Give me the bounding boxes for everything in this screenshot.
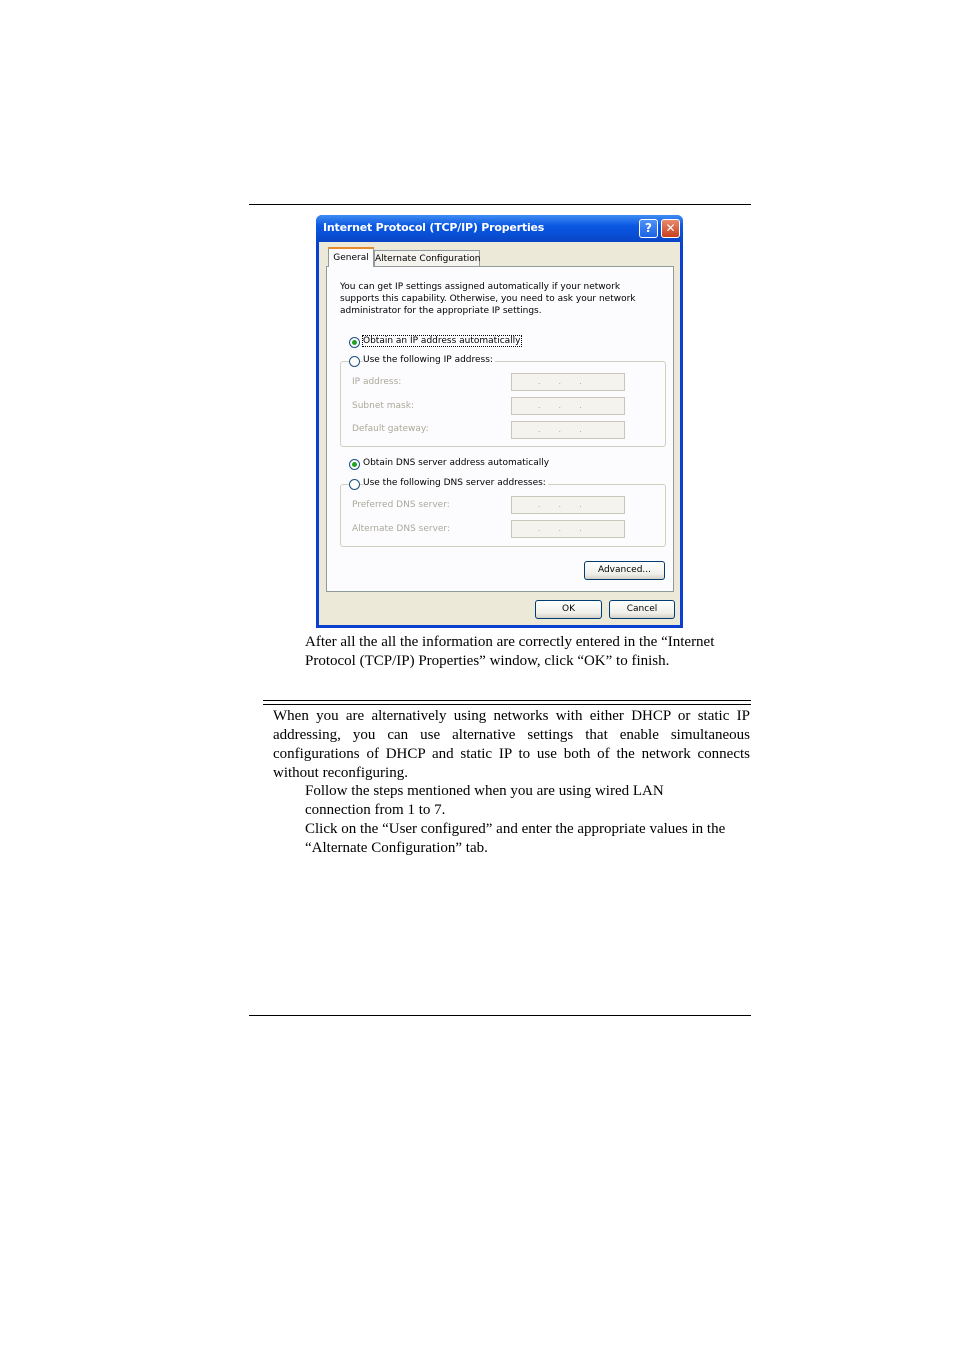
step-follow-wired-lan: Follow the steps mentioned when you are using wired LAN connection from 1 to 7. bbox=[305, 783, 664, 818]
tab-alternate-configuration[interactable]: Alternate Configuration bbox=[374, 250, 480, 267]
dns-manual-label[interactable]: Use the following DNS server addresses: bbox=[363, 478, 546, 488]
dialog-client bbox=[319, 242, 680, 625]
alternate-dns-field[interactable]: ... bbox=[511, 520, 625, 538]
ok-button[interactable]: OK bbox=[535, 600, 602, 619]
bottom-rule bbox=[249, 1015, 751, 1016]
default-gateway-label: Default gateway: bbox=[352, 424, 429, 434]
title-bar[interactable] bbox=[316, 215, 683, 242]
advanced-button[interactable]: Advanced... bbox=[584, 561, 665, 580]
ip-address-label: IP address: bbox=[352, 377, 402, 387]
ip-auto-label[interactable]: Obtain an IP address automatically bbox=[363, 336, 521, 346]
dns-auto-radio[interactable] bbox=[349, 459, 360, 470]
subnet-mask-label: Subnet mask: bbox=[352, 401, 414, 411]
general-panel bbox=[326, 266, 674, 592]
tab-general[interactable]: General bbox=[328, 247, 374, 267]
cancel-button[interactable]: Cancel bbox=[609, 600, 675, 619]
tcpip-properties-dialog bbox=[316, 215, 683, 628]
dialog-title: Internet Protocol (TCP/IP) Properties bbox=[323, 221, 545, 234]
section-divider bbox=[263, 700, 751, 705]
intro-text: You can get IP settings assigned automatically if your network supports this capability. Otherwise, you need to ask your network administrator for the appropriate IP settings. bbox=[340, 282, 636, 316]
top-rule bbox=[249, 204, 751, 205]
ip-manual-radio[interactable] bbox=[349, 356, 360, 367]
subnet-mask-field[interactable]: ... bbox=[511, 397, 625, 415]
ip-auto-radio[interactable] bbox=[349, 337, 360, 348]
help-icon[interactable]: ? bbox=[639, 219, 658, 238]
preferred-dns-label: Preferred DNS server: bbox=[352, 500, 450, 510]
step-user-configured: Click on the “User configured” and enter the appropriate values in the “Alternate Configuration” tab. bbox=[305, 821, 726, 856]
close-icon[interactable]: ✕ bbox=[661, 219, 680, 238]
after-dialog-text: After all the all the information are correctly entered in the “Internet Protocol (TCP/IP) Properties” window, click “OK” to finish. bbox=[305, 634, 715, 669]
dns-auto-label[interactable]: Obtain DNS server address automatically bbox=[363, 458, 550, 468]
alternate-config-intro: When you are alternatively using networks with either DHCP or static IP addressing, you can use alternative settings that enable simultaneous configurations of DHCP and static IP to use both of the network connects without reconfiguring. bbox=[273, 708, 750, 781]
alternate-dns-label: Alternate DNS server: bbox=[352, 524, 451, 534]
preferred-dns-field[interactable]: ... bbox=[511, 496, 625, 514]
ip-manual-label[interactable]: Use the following IP address: bbox=[363, 355, 493, 365]
dns-manual-radio[interactable] bbox=[349, 479, 360, 490]
default-gateway-field[interactable]: ... bbox=[511, 421, 625, 439]
ip-address-field[interactable]: ... bbox=[511, 373, 625, 391]
